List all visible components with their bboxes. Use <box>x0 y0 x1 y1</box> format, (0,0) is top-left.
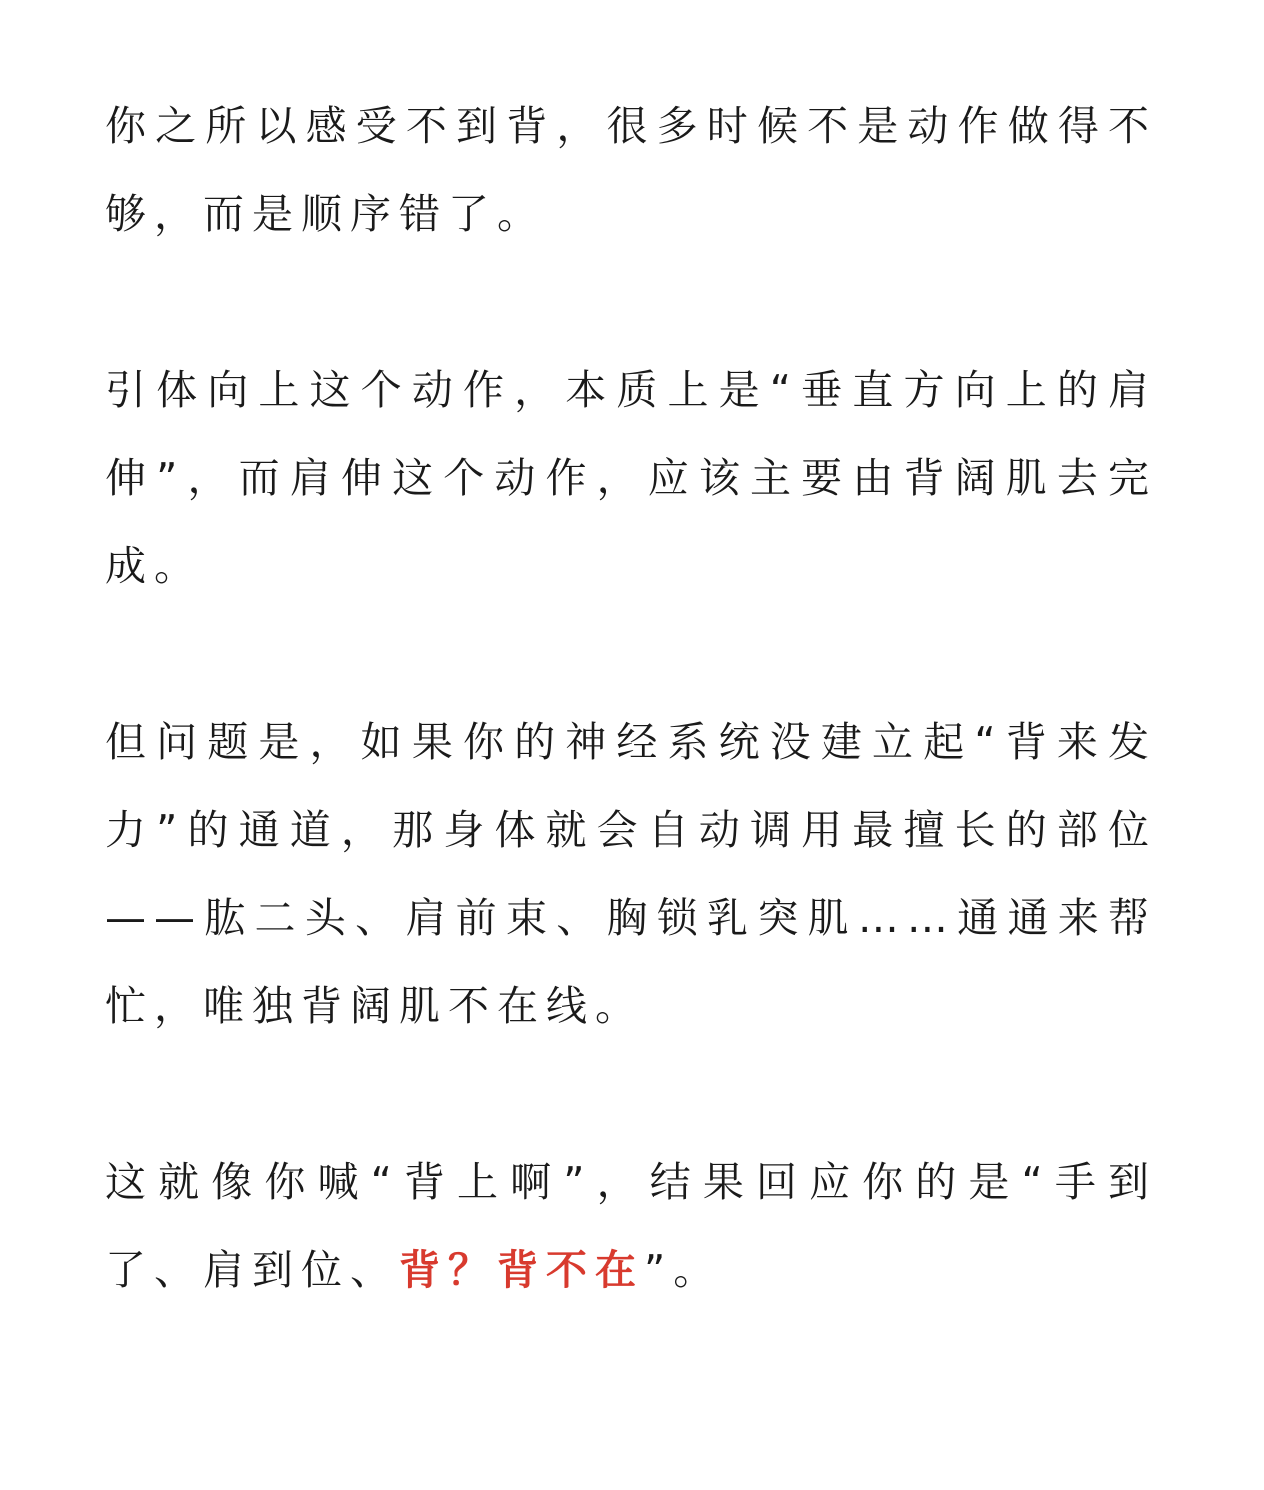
paragraph-2: 引体向上这个动作，本质上是“垂直方向上的肩伸”，而肩伸这个动作，应该主要由背阔肌去完成。 <box>105 366 1157 590</box>
paragraph-4-text-before: 这就像你喊“背上啊”，结果回应你的是“手到了、肩到位、 <box>105 1158 1157 1294</box>
highlighted-phrase: 背？背不在 <box>399 1246 644 1294</box>
paragraph-1: 你之所以感受不到背，很多时候不是动作做得不够，而是顺序错了。 <box>105 102 1157 238</box>
article-body <box>105 82 1157 1314</box>
paragraph-4-text-after: ”。 <box>644 1246 723 1294</box>
paragraph-3: 但问题是，如果你的神经系统没建立起“背来发力”的通道，那身体就会自动调用最擅长的部位——肱二头、肩前束、胸锁乳突肌……通通来帮忙，唯独背阔肌不在线。 <box>105 718 1157 1030</box>
paragraph-4 <box>105 1138 1157 1314</box>
